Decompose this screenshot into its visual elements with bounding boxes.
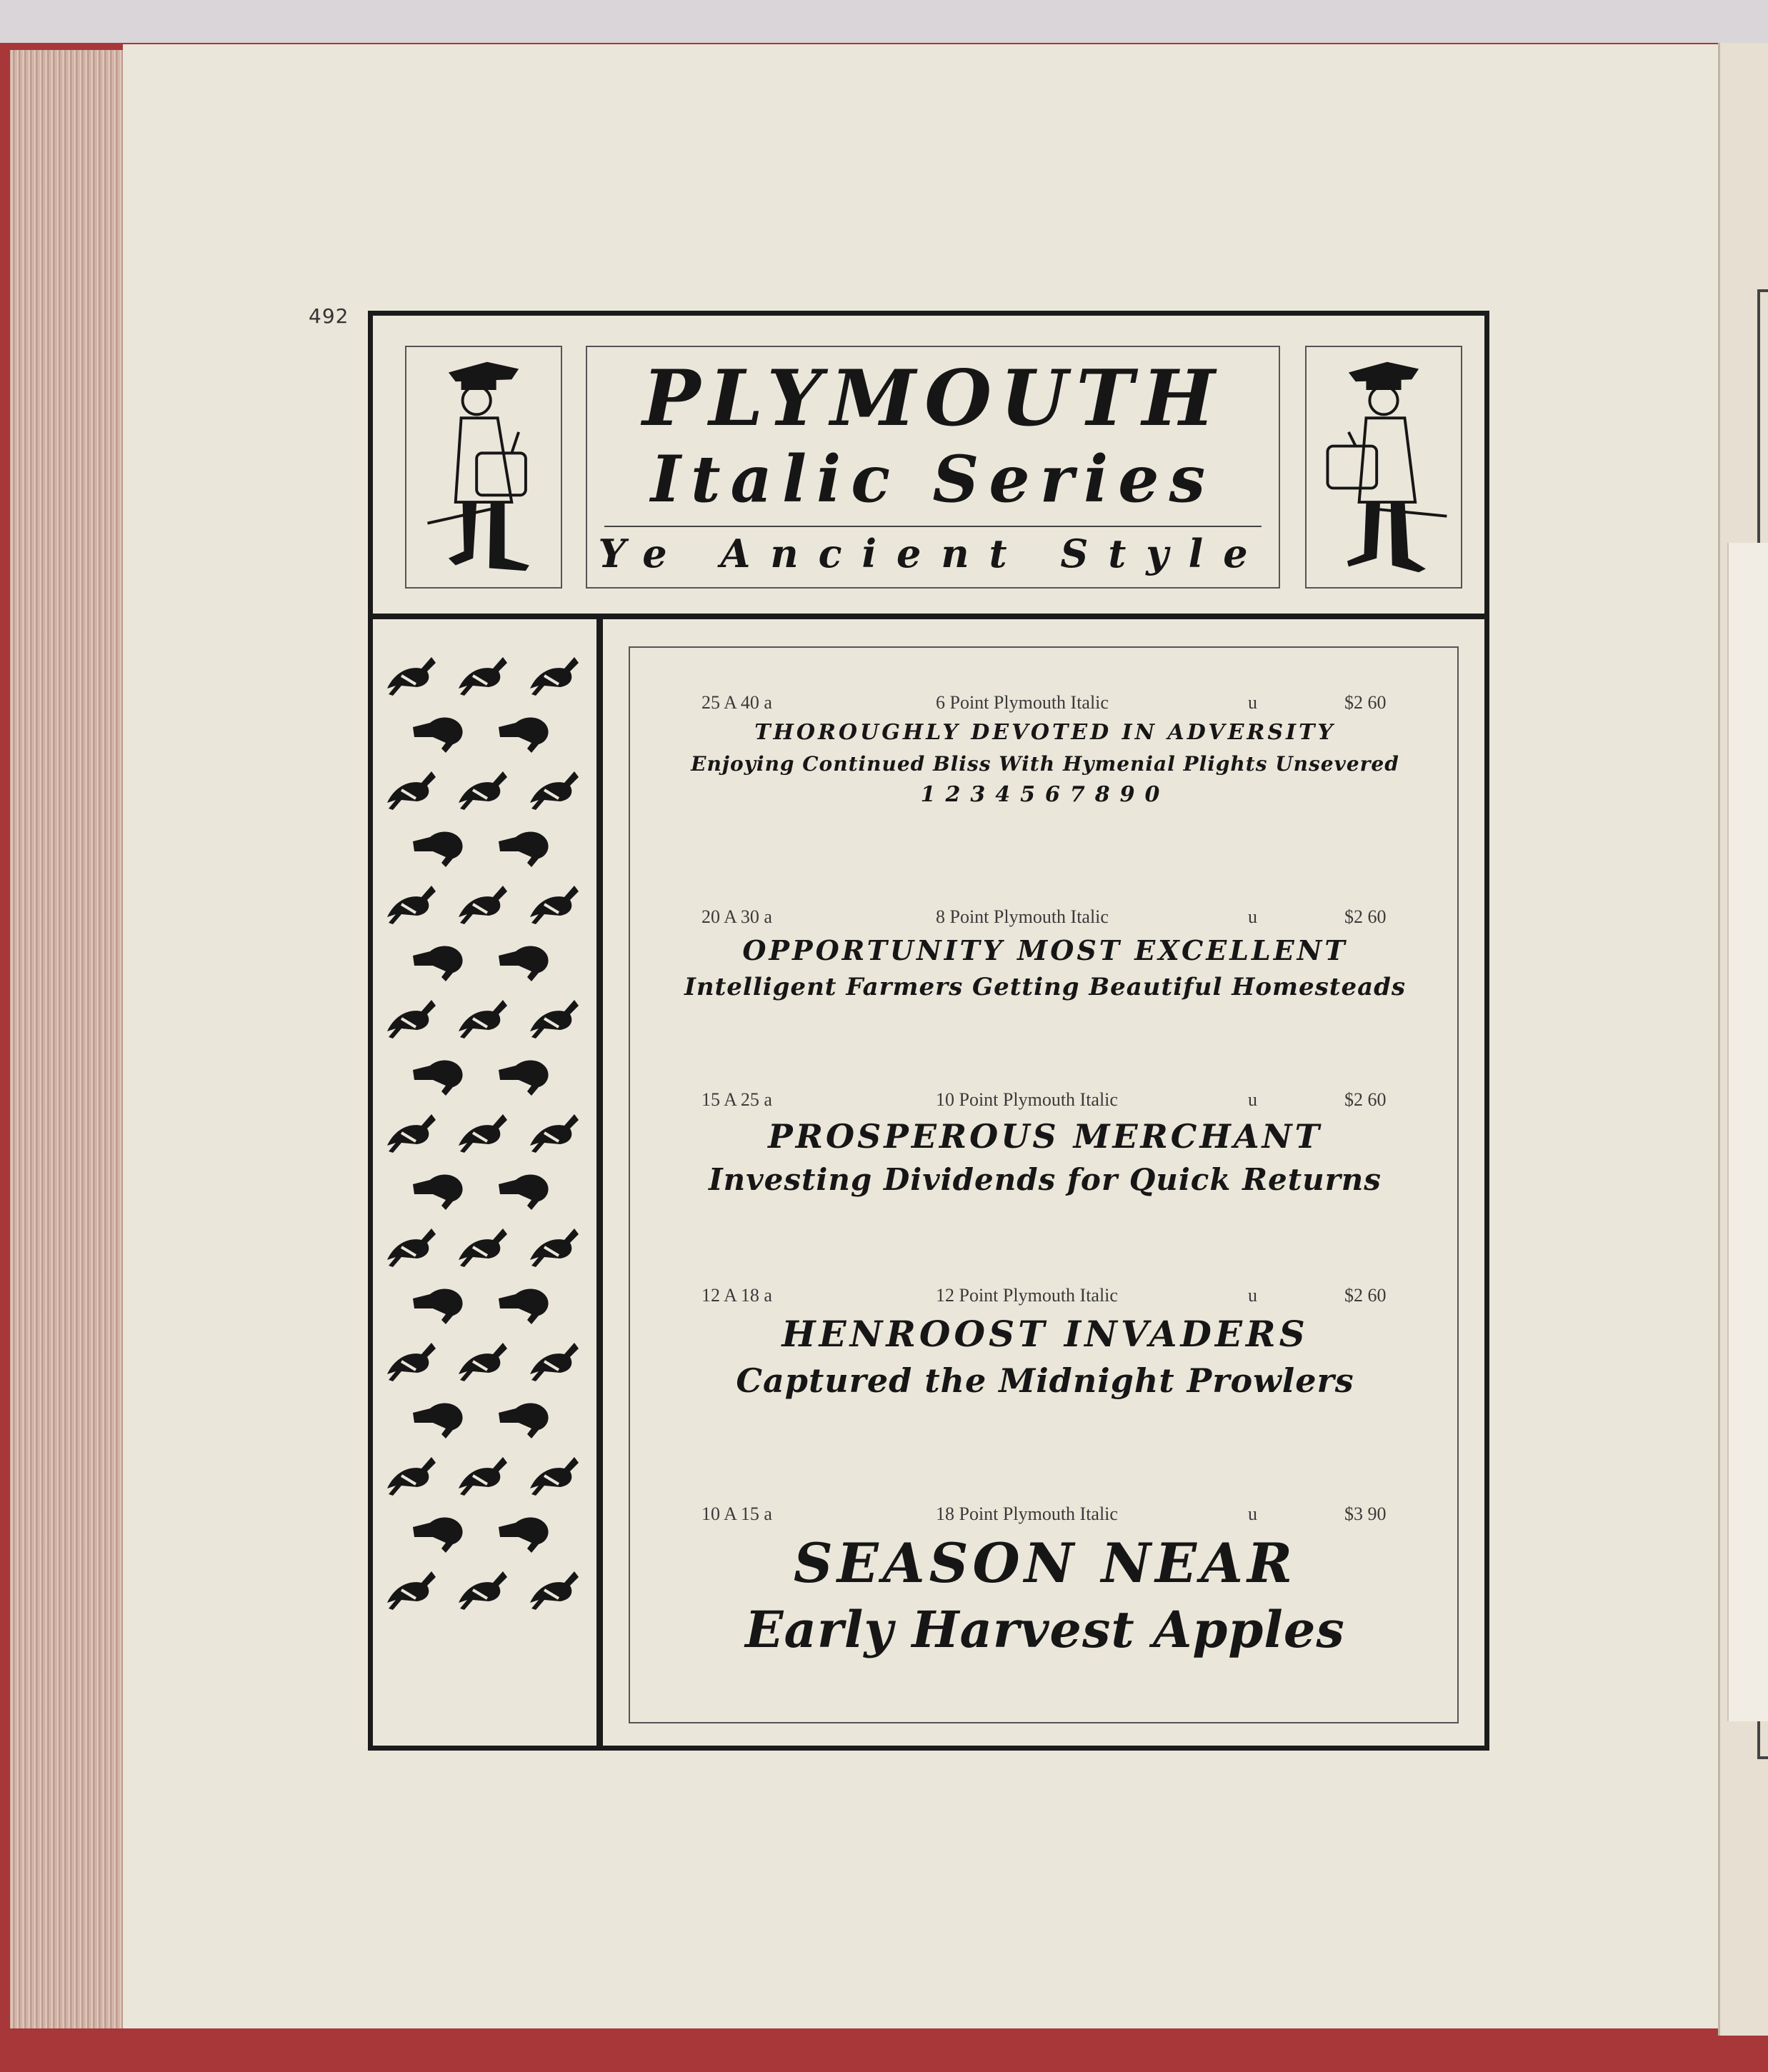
column-divider (596, 619, 603, 1751)
specimen-block (630, 1285, 1460, 1399)
bird-ornament-icon (523, 1330, 583, 1387)
specimen-line: PROSPEROUS MERCHANT (768, 1117, 1322, 1156)
bird-ornament-icon (380, 1558, 440, 1616)
title-line-2: Italic Series (650, 441, 1216, 517)
ornament-row (380, 1044, 594, 1108)
bird-ornament-icon (523, 1444, 583, 1501)
specimen-font-count: 25 A 40 a (701, 692, 772, 713)
bird-ornament-icon (380, 644, 440, 701)
bird-ornament-icon (409, 930, 469, 987)
specimen-meta (630, 1503, 1460, 1528)
specimen-line: Investing Dividends for Quick Returns (709, 1161, 1382, 1197)
specimen-size-label: 18 Point Plymouth Italic (936, 1503, 1118, 1524)
bird-ornament-icon (380, 1330, 440, 1387)
title-box (586, 346, 1280, 589)
bird-ornament-icon (409, 1273, 469, 1330)
specimen-block (630, 1089, 1460, 1197)
ornament-row (380, 930, 594, 994)
drummer-icon (405, 346, 562, 589)
specimen-size-label: 6 Point Plymouth Italic (936, 692, 1109, 713)
ornament-row (380, 1101, 594, 1166)
title-rule (604, 526, 1262, 527)
ornament-row (380, 1501, 594, 1566)
specimen-mark: u (1248, 1089, 1257, 1110)
ornament-row (380, 701, 594, 766)
ornament-row (380, 873, 594, 937)
specimen-font-count: 12 A 18 a (701, 1285, 772, 1306)
facing-page-edge (1718, 43, 1768, 2036)
drummer-figure-right (1307, 347, 1461, 587)
specimen-mark: u (1248, 906, 1257, 927)
specimen-line: 1234567890 (920, 781, 1170, 807)
specimen-line: Enjoying Continued Bliss With Hymenial Plights Unsevered (691, 751, 1399, 776)
title-line-1: PLYMOUTH (642, 354, 1224, 444)
bird-ornament-icon (494, 701, 554, 759)
ornament-border (380, 644, 594, 1744)
specimen-size-label: 10 Point Plymouth Italic (936, 1089, 1118, 1110)
bird-ornament-icon (409, 701, 469, 759)
specimen-line: Early Harvest Apples (745, 1600, 1345, 1660)
specimen-size-label: 8 Point Plymouth Italic (936, 906, 1109, 927)
bird-ornament-icon (451, 987, 511, 1044)
bird-ornament-icon (451, 759, 511, 816)
title-line-3: Ye Ancient Style (598, 531, 1268, 576)
inserted-slip (1727, 543, 1768, 1721)
ornament-row (380, 987, 594, 1051)
specimen-block (630, 906, 1460, 1001)
bird-ornament-icon (380, 1216, 440, 1273)
bird-ornament-icon (380, 987, 440, 1044)
specimen-line: SEASON NEAR (793, 1531, 1297, 1595)
specimen-line: Intelligent Farmers Getting Beautiful Homesteads (684, 972, 1407, 1001)
specimen-box (629, 646, 1459, 1723)
specimen-price: $3 90 (1344, 1503, 1387, 1524)
bird-ornament-icon (409, 1387, 469, 1444)
bird-ornament-icon (523, 644, 583, 701)
ornament-row (380, 1273, 594, 1337)
ornament-row (380, 816, 594, 880)
bird-ornament-icon (523, 987, 583, 1044)
bird-ornament-icon (451, 1444, 511, 1501)
drummer-icon (1305, 346, 1462, 589)
specimen-mark: u (1248, 692, 1257, 713)
bird-ornament-icon (380, 1444, 440, 1501)
page-number: 492 (309, 304, 349, 328)
page-edges (10, 50, 128, 2028)
bird-ornament-icon (409, 1501, 469, 1558)
bird-ornament-icon (523, 1216, 583, 1273)
specimen-price: $2 60 (1344, 1285, 1387, 1306)
bird-ornament-icon (380, 873, 440, 930)
specimen-font-count: 15 A 25 a (701, 1089, 772, 1110)
ornament-row (380, 1558, 594, 1623)
specimen-meta (630, 692, 1460, 716)
ornament-row (380, 1330, 594, 1394)
ornament-row (380, 759, 594, 823)
bird-ornament-icon (451, 1101, 511, 1158)
specimen-price: $2 60 (1344, 692, 1387, 713)
specimen-mark: u (1248, 1285, 1257, 1306)
bird-ornament-icon (494, 1501, 554, 1558)
bird-ornament-icon (494, 1273, 554, 1330)
bird-ornament-icon (523, 1101, 583, 1158)
ornament-row (380, 1158, 594, 1223)
ornament-row (380, 644, 594, 709)
bird-ornament-icon (380, 759, 440, 816)
bird-ornament-icon (494, 1158, 554, 1216)
bird-ornament-icon (523, 759, 583, 816)
specimen-meta (630, 1089, 1460, 1113)
bird-ornament-icon (409, 1044, 469, 1101)
ornament-row (380, 1444, 594, 1508)
specimen-font-count: 10 A 15 a (701, 1503, 772, 1524)
bird-ornament-icon (451, 1558, 511, 1616)
header-panel (373, 316, 1484, 619)
bird-ornament-icon (523, 873, 583, 930)
bird-ornament-icon (451, 873, 511, 930)
specimen-line: Captured the Midnight Prowlers (736, 1361, 1354, 1400)
bird-ornament-icon (523, 1558, 583, 1616)
bird-ornament-icon (494, 816, 554, 873)
specimen-price: $2 60 (1344, 1089, 1387, 1110)
bird-ornament-icon (409, 1158, 469, 1216)
bird-ornament-icon (451, 644, 511, 701)
specimen-price: $2 60 (1344, 906, 1387, 927)
specimen-frame (368, 311, 1489, 1751)
bird-ornament-icon (409, 816, 469, 873)
ornament-row (380, 1387, 594, 1451)
specimen-line: OPPORTUNITY MOST EXCELLENT (742, 934, 1348, 966)
bird-ornament-icon (451, 1330, 511, 1387)
ornament-row (380, 1216, 594, 1280)
specimen-meta (630, 1285, 1460, 1309)
specimen-line: THOROUGHLY DEVOTED IN ADVERSITY (754, 720, 1336, 745)
specimen-block (630, 692, 1460, 807)
specimen-meta (630, 906, 1460, 931)
specimen-mark: u (1248, 1503, 1257, 1524)
bird-ornament-icon (380, 1101, 440, 1158)
bird-ornament-icon (494, 930, 554, 987)
bird-ornament-icon (494, 1387, 554, 1444)
specimen-block (630, 1503, 1460, 1659)
specimen-font-count: 20 A 30 a (701, 906, 772, 927)
bird-ornament-icon (451, 1216, 511, 1273)
bird-ornament-icon (494, 1044, 554, 1101)
specimen-line: HENROOST INVADERS (781, 1313, 1309, 1355)
specimen-size-label: 12 Point Plymouth Italic (936, 1285, 1118, 1306)
drummer-figure-left (406, 347, 561, 587)
